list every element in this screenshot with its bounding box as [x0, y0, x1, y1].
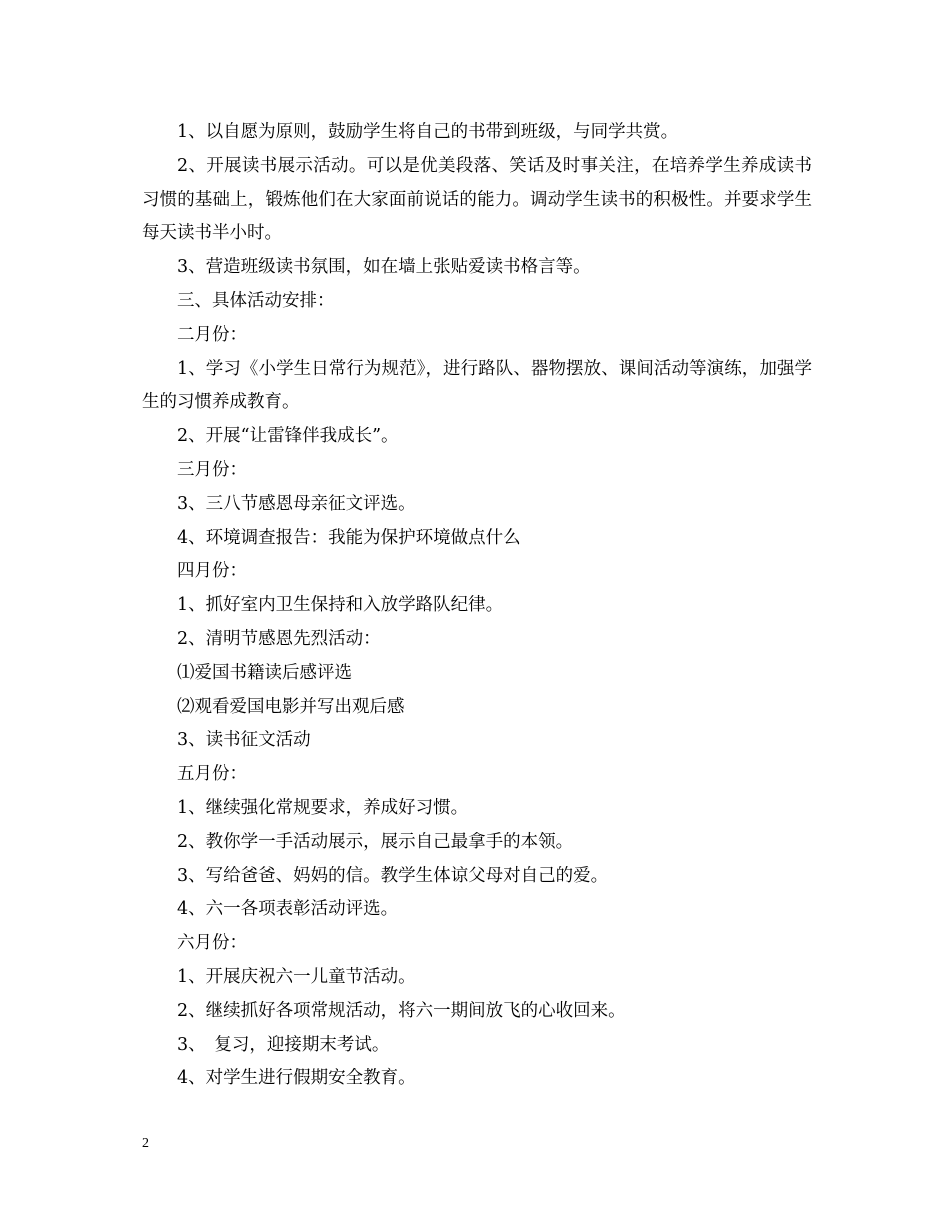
paragraph: 4、环境调查报告：我能为保护环境做点什么 [177, 527, 521, 548]
sub-item: ⑴爱国书籍读后感评选 [177, 662, 352, 683]
paragraph: 4、对学生进行假期安全教育。 [177, 1068, 416, 1089]
paragraph: 2、开展“让雷锋伴我成长”。 [177, 426, 399, 447]
paragraph: 1、继续强化常规要求，养成好习惯。 [177, 797, 469, 818]
paragraph: 3、写给爸爸、妈妈的信。教学生体谅父母对自己的爱。 [177, 865, 609, 886]
paragraph: 1、以自愿为原则，鼓励学生将自己的书带到班级，与同学共赏。 [177, 122, 679, 142]
paragraph: 1、学习《小学生日常行为规范》，进行路队、器物摆放、课间活动等演练，加强学生的习惯养成教育。 [142, 358, 812, 413]
paragraph: 2、开展读书展示活动。可以是优美段落、笑话及时事关注，在培养学生养成读书习惯的基础上，锻炼他们在大家面前说话的能力。调动学生读书的积极性。并要求学生每天读书半小时。 [142, 155, 812, 244]
month-heading: 二月份： [177, 324, 247, 345]
sub-item: ⑵观看爱国电影并写出观后感 [177, 696, 405, 717]
paragraph: 3、读书征文活动 [177, 730, 311, 751]
paragraph: 2、继续抓好各项常规活动，将六一期间放飞的心收回来。 [177, 1000, 626, 1021]
month-heading: 六月份： [177, 933, 247, 954]
month-heading: 三月份： [177, 459, 247, 480]
section-heading: 三、具体活动安排： [177, 290, 335, 311]
paragraph: 2、清明节感恩先烈活动： [177, 628, 381, 649]
paragraph: 3、 复习，迎接期末考试。 [177, 1034, 390, 1055]
document-body [142, 116, 812, 1096]
paragraph: 1、抓好室内卫生保持和入放学路队纪律。 [177, 595, 504, 616]
paragraph: 4、六一各项表彰活动评选。 [177, 899, 399, 920]
month-heading: 五月份： [177, 764, 247, 785]
paragraph: 3、营造班级读书氛围，如在墙上张贴爱读书格言等。 [177, 257, 591, 278]
month-heading: 四月份： [177, 561, 247, 582]
paragraph: 2、教你学一手活动展示，展示自己最拿手的本领。 [177, 831, 574, 852]
page-number: 2 [142, 1136, 149, 1151]
paragraph: 3、三八节感恩母亲征文评选。 [177, 493, 416, 514]
paragraph: 1、开展庆祝六一儿童节活动。 [177, 966, 416, 987]
